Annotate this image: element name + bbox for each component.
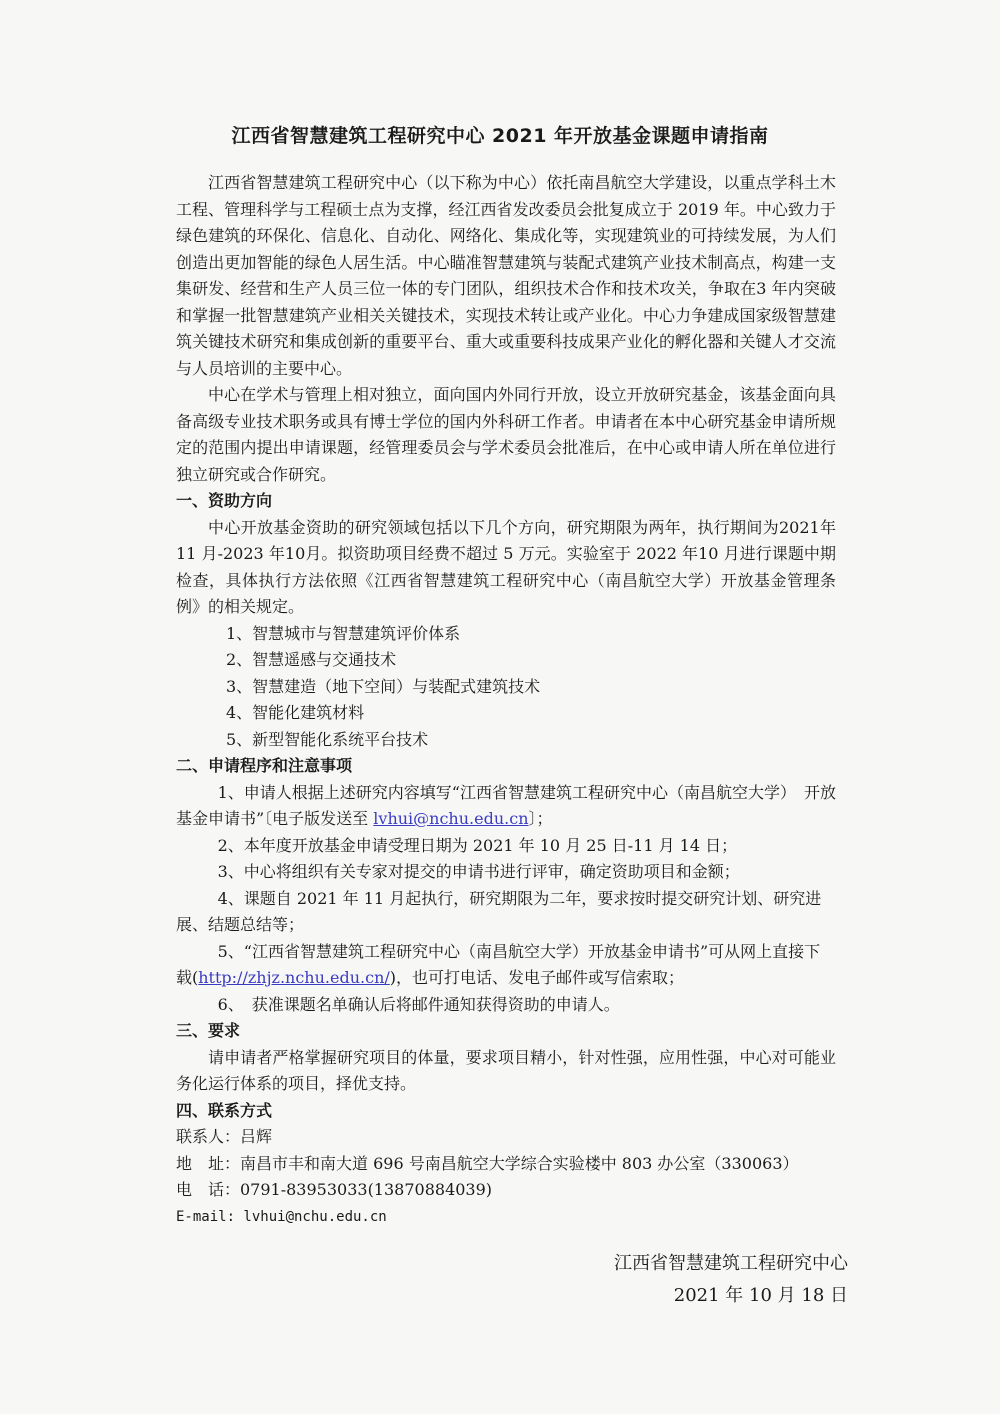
- funding-item-2: 2、智慧遥感与交通技术: [226, 650, 397, 669]
- funding-item-3: 3、智慧建造（地下空间）与装配式建筑技术: [226, 676, 541, 696]
- procedure-step-5: [176, 939, 836, 992]
- section-heading-procedure: 二、申请程序和注意事项: [176, 756, 353, 775]
- funding-paragraph: 中心开放基金资助的研究领域包括以下几个方向，研究期限为两年，执行期间为2021年 11 月-2023 年10月。拟资助项目经费不超过 5 万元。实验室于 2022 年10 月进行课题中期检查，具体执行方法依照《江西省智慧建筑工程研究中心（南昌航空大学）开放基金管理条例》的相关规定。: [176, 517, 836, 616]
- signature-block: [614, 1248, 848, 1312]
- section-heading-requirements: 三、要求: [176, 1021, 241, 1040]
- contact-email: E-mail: lvhui@nchu.edu.cn: [176, 1208, 387, 1225]
- procedure-step-1-end: 〕；: [528, 809, 553, 828]
- signature-org: 江西省智慧建筑工程研究中心: [614, 1253, 848, 1274]
- procedure-step-3: 3、中心将组织有关专家对提交的申请书进行评审，确定资助项目和金额；: [217, 862, 740, 881]
- procedure-step-5-end: )，也可打电话、发电子邮件或写信索取；: [389, 968, 685, 987]
- procedure-step-2: 2、本年度开放基金申请受理日期为 2021 年 10 月 25 日-11 月 14 日；: [217, 835, 738, 855]
- requirements-paragraph: 请申请者严格掌握研究项目的体量，要求项目精小，针对性强，应用性强，中心对可能业务化运行体系的项目，择优支持。: [176, 1047, 836, 1093]
- procedure-step-6: 6、 获准课题名单确认后将邮件通知获得资助的申请人。: [217, 994, 620, 1014]
- website-link[interactable]: http://zhjz.nchu.edu.cn/: [198, 968, 390, 987]
- procedure-step-1-text: 1、申请人根据上述研究内容填写“江西省智慧建筑工程研究中心（南昌航空大学） 开放基金申请书”〔电子版发送至: [176, 782, 836, 828]
- signature-date: 2021 年 10 月 18 日: [673, 1285, 848, 1306]
- contact-person: 联系人：吕辉: [176, 1127, 273, 1146]
- section-heading-funding: 一、资助方向: [176, 491, 273, 510]
- procedure-step-4: 4、课题自 2021 年 11 月起执行，研究期限为二年，要求按时提交研究计划、研究进展、结题总结等；: [176, 888, 822, 934]
- email-link[interactable]: lvhui@nchu.edu.cn: [373, 809, 529, 828]
- procedure-step-1: [176, 780, 836, 833]
- document-body: [176, 170, 836, 1230]
- intro-paragraph-1: 江西省智慧建筑工程研究中心（以下称为中心）依托南昌航空大学建设，以重点学科土木工程、管理科学与工程硕士点为支撑，经江西省发改委员会批复成立于 2019 年。中心致力于绿色建筑的环保化、信息化、自动化、网络化、集成化等，实现建筑业的可持续发展，为人们创造出更加智能的绿色人居生活。中心瞄准智慧建筑与装配式建筑产业技术制高点，构建一支集研发、经营和生产人员三位一体的专门团队，组织技术合作和技术攻关，争取在3 年内突破和掌握一批智慧建筑产业相关关键技术，实现技术转让或产业化。中心力争建成国家级智慧建筑关键技术研究和集成创新的重要平台、重大或重要科技成果产业化的孵化器和关键人才交流与人员培训的主要中心。: [176, 173, 836, 378]
- contact-address: 地 址：南昌市丰和南大道 696 号南昌航空大学综合实验楼中 803 办公室（330063）: [176, 1153, 799, 1173]
- procedure-step-5-text: 5、“江西省智慧建筑工程研究中心（南昌航空大学）开放基金申请书”可从网上直接下载(: [176, 941, 821, 987]
- funding-item-1: 1、智慧城市与智慧建筑评价体系: [226, 623, 461, 643]
- intro-paragraph-2: 中心在学术与管理上相对独立，面向国内外同行开放，设立开放研究基金，该基金面向具备高级专业技术职务或具有博士学位的国内外科研工作者。申请者在本中心研究基金申请所规定的范围内提出申请课题，经管理委员会与学术委员会批准后，在中心或申请人所在单位进行独立研究或合作研究。: [176, 385, 836, 484]
- page-title: 江西省智慧建筑工程研究中心 2021 年开放基金课题申请指南: [231, 125, 769, 147]
- contact-phone: 电 话：0791-83953033(13870884039): [176, 1180, 493, 1199]
- section-heading-contact: 四、联系方式: [176, 1100, 273, 1120]
- funding-item-5: 5、新型智能化系统平台技术: [226, 729, 429, 749]
- funding-item-4: 4、智能化建筑材料: [226, 703, 365, 722]
